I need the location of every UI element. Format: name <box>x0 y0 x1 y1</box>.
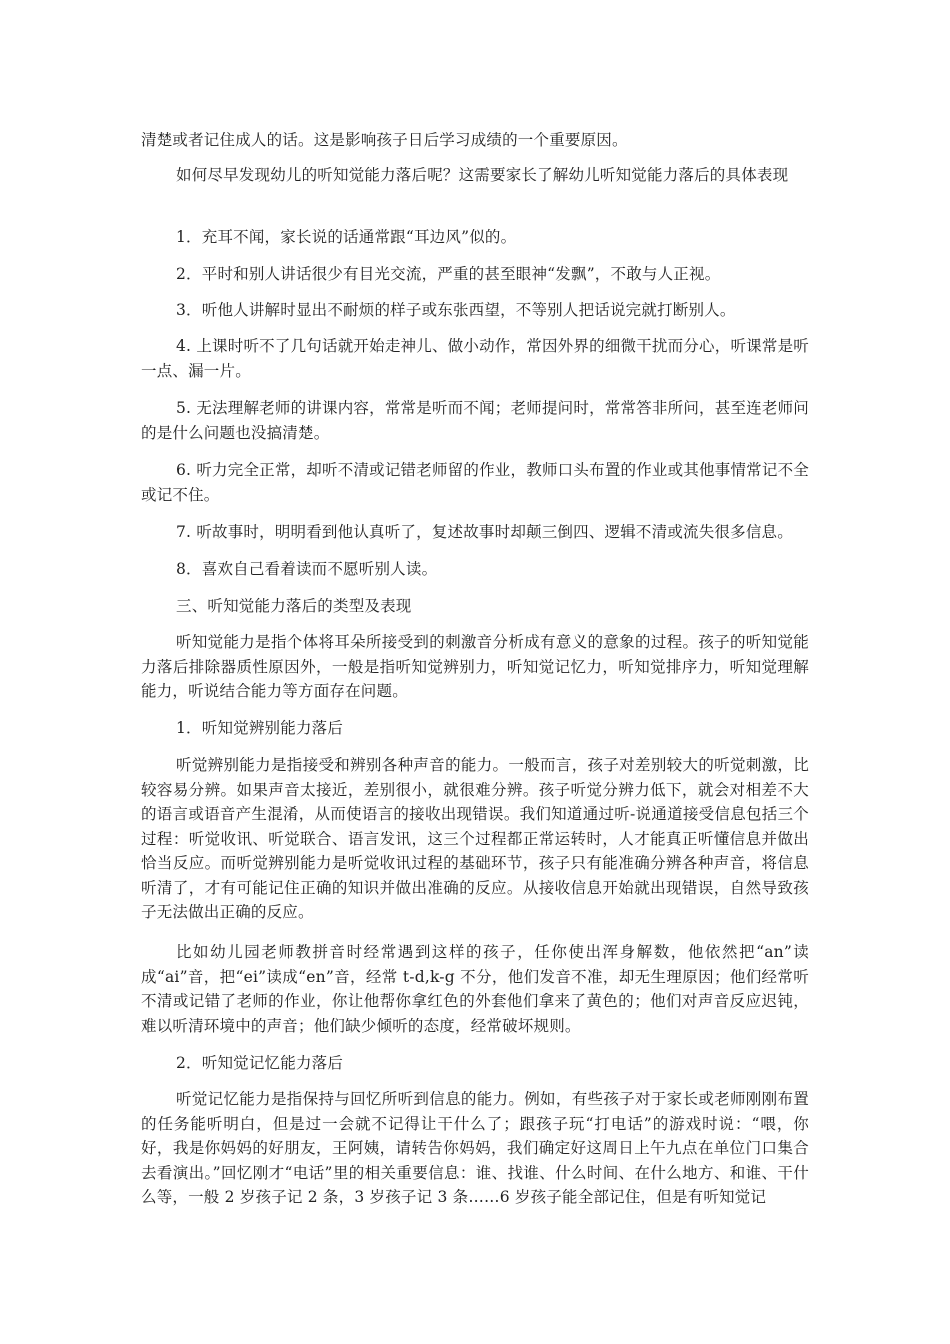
list-item-8: 8．喜欢自己看着读而不愿听别人读。 <box>176 560 438 578</box>
paragraph-example: 比如幼儿园老师教拼音时经常遇到这样的孩子，任你使出浑身解数，他依然把“an”读成“ai”音，把“ei”读成“en”音，经常 t-d,k-g 不分，他们发音不准，却无生理原因；他们经常听不清或记错了老师的作业，你让他帮你拿红色的外套他们拿来了黄色的；他们对声音反应迟钝，难以听清环境中的声音；他们缺少倾听的态度，经常破坏规则。 <box>141 943 809 1035</box>
paragraph-memory: 听觉记忆能力是指保持与回忆所听到信息的能力。例如，有些孩子对于家长或老师刚刚布置的任务能听明白，但是过一会就不记得让干什么了；跟孩子玩“打电话”的游戏时说：“喂，你好，我是你妈妈的好朋友，王阿姨，请转告你妈妈，我们确定好这周日上午九点在单位门口集合去看演出。”回忆刚才“电话”里的相关重要信息：谁、找谁、什么时间、在什么地方、和谁、干什么等，一般 2 岁孩子记 2 条，3 岁孩子记 3 条……6 岁孩子能全部记住，但是有听知觉记 <box>141 1090 809 1206</box>
list-item-6: 6. 听力完全正常，却听不清或记错老师留的作业，教师口头布置的作业或其他事情常记不全或记不住。 <box>141 461 809 504</box>
paragraph-definition: 听知觉能力是指个体将耳朵所接受到的刺激音分析成有意义的意象的过程。孩子的听知觉能力落后排除器质性原因外，一般是指听知觉辨别力，听知觉记忆力，听知觉排序力，听知觉理解能力，听说结合能力等方面存在问题。 <box>141 633 809 700</box>
list-item-5: 5. 无法理解老师的讲课内容，常常是听而不闻；老师提问时，常常答非所问，甚至连老师问的是什么问题也没搞清楚。 <box>141 399 809 442</box>
paragraph-2: 如何尽早发现幼儿的听知觉能力落后呢？这需要家长了解幼儿听知觉能力落后的具体表现 <box>176 166 789 184</box>
subheading-1: 1．听知觉辨别能力落后 <box>176 719 344 737</box>
paragraph-discrimination: 听觉辨别能力是指接受和辨别各种声音的能力。一般而言，孩子对差别较大的听觉刺激，比较容易分辨。如果声音太接近，差别很小，就很难分辨。孩子听觉分辨力低下，就会对相差不大的语言或语音产生混淆，从而使语言的接收出现错误。我们知道通过听-说通道接受信息包括三个过程：听觉收讯、听觉联合、语言发讯，这三个过程都正常运转时，人才能真正听懂信息并做出恰当反应。而听觉辨别能力是听觉收讯过程的基础环节，孩子只有能准确分辨各种声音，将信息听清了，才有可能记住正确的知识并做出准确的反应。从接收信息开始就出现错误，自然导致孩子无法做出正确的反应。 <box>141 756 809 921</box>
list-item-2: 2．平时和别人讲话很少有目光交流，严重的甚至眼神“发飘”，不敢与人正视。 <box>176 265 721 283</box>
list-item-7: 7. 听故事时，明明看到他认真听了，复述故事时却颠三倒四、逻辑不清或流失很多信息。 <box>176 523 793 541</box>
paragraph-1: 清楚或者记住成人的话。这是影响孩子日后学习成绩的一个重要原因。 <box>141 131 628 149</box>
subheading-2: 2．听知觉记忆能力落后 <box>176 1054 344 1072</box>
section-heading: 三、听知觉能力落后的类型及表现 <box>176 597 412 615</box>
list-item-3: 3．听他人讲解时显出不耐烦的样子或东张西望，不等别人把话说完就打断别人。 <box>176 301 736 319</box>
list-item-1: 1．充耳不闻，家长说的话通常跟“耳边风”似的。 <box>176 228 517 246</box>
list-item-4: 4. 上课时听不了几句话就开始走神儿、做小动作，常因外界的细微干扰而分心，听课常是听一点、漏一片。 <box>141 337 809 380</box>
